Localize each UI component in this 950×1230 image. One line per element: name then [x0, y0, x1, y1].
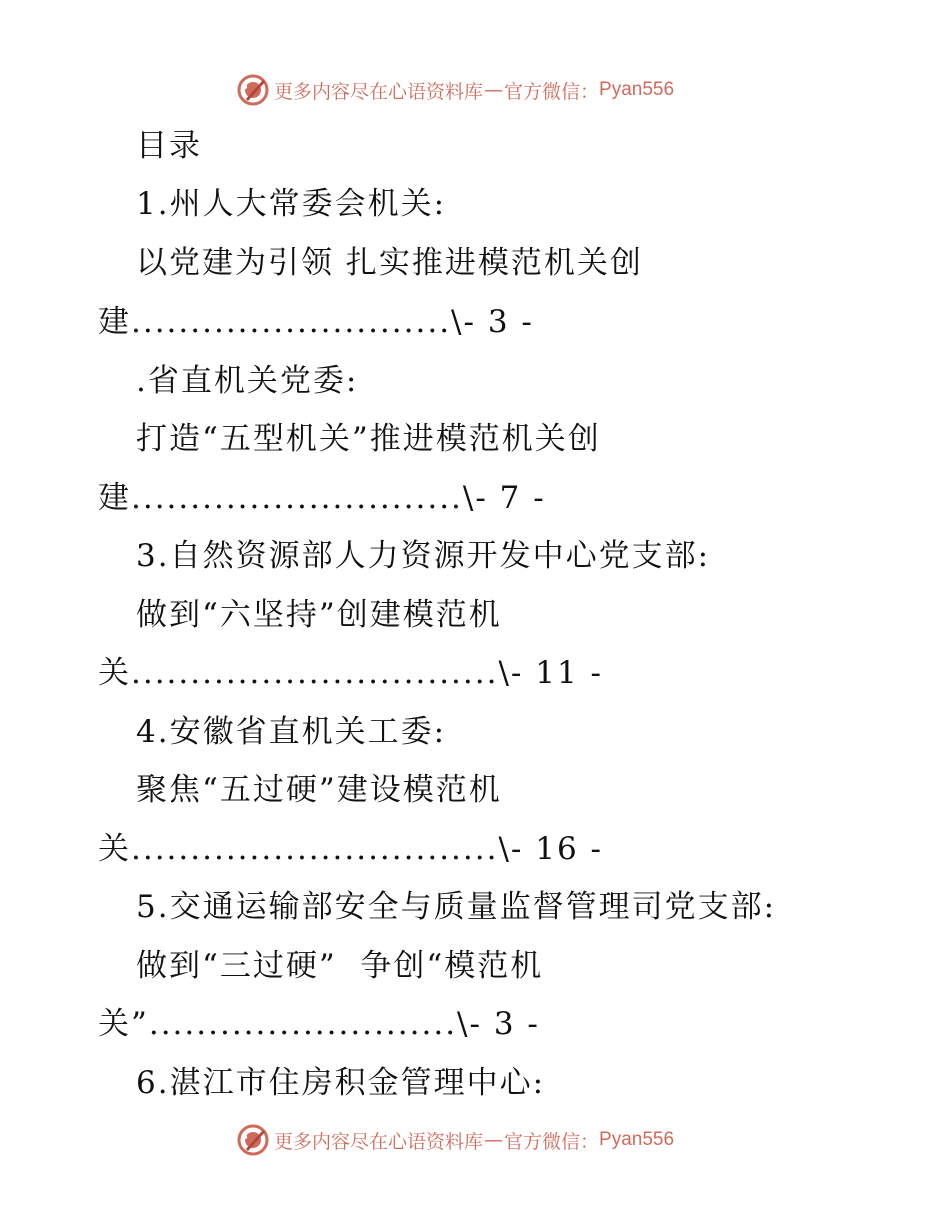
toc-entry-4-title: 4.安徽省直机关工委:	[136, 714, 447, 750]
toc-entry-6-title: 6.湛江市住房积金管理中心:	[136, 1065, 546, 1101]
watermark-text: 更多内容尽在心语资料库	[274, 1130, 484, 1153]
watermark-handle: Pyan556	[599, 79, 675, 100]
toc-entry-4-page: 关...............................\- 16 -	[98, 831, 604, 867]
toc-entry-3-page: 关...............................\- 11 -	[98, 655, 604, 691]
watermark-dash: —	[484, 79, 504, 101]
toc-entry-1-page: 建...........................\- 3 -	[98, 304, 534, 340]
toc-entry-2-title: .省直机关党委:	[136, 363, 359, 399]
watermark-label: 官方微信：	[504, 80, 600, 103]
watermark-handle: Pyan556	[599, 1129, 675, 1150]
watermark-dash: —	[484, 1129, 504, 1151]
toc-entry-5-page: 关”..........................\- 3 -	[98, 1006, 540, 1042]
watermark-label: 官方微信：	[504, 1130, 600, 1153]
watermark-footer	[236, 1122, 674, 1158]
toc-entry-4-subtitle: 聚焦“五过硬”建设模范机	[136, 772, 502, 808]
toc-entry-5-title: 5.交通运输部安全与质量监督管理司党支部:	[136, 889, 777, 925]
watermark-text: 更多内容尽在心语资料库	[274, 80, 484, 103]
toc-entry-5-subtitle: 做到“三过硬” 争创“模范机	[136, 948, 544, 984]
toc-heading: 目录	[136, 128, 202, 164]
toc-entry-3-title: 3.自然资源部人力资源开发中心党支部:	[136, 538, 711, 574]
toc-entry-1-title: 1.州人大常委会机关:	[136, 186, 447, 222]
toc-entry-2-subtitle: 打造“五型机关”推进模范机关创	[136, 421, 601, 457]
toc-entry-1-subtitle: 以党建为引领 扎实推进模范机关创	[136, 245, 643, 281]
pen-logo-icon	[236, 73, 270, 107]
watermark-header	[236, 72, 674, 108]
pen-logo-icon	[236, 1123, 270, 1157]
toc-entry-3-subtitle: 做到“六坚持”创建模范机	[136, 597, 502, 633]
toc-entry-2-page: 建............................\- 7 -	[98, 480, 546, 516]
